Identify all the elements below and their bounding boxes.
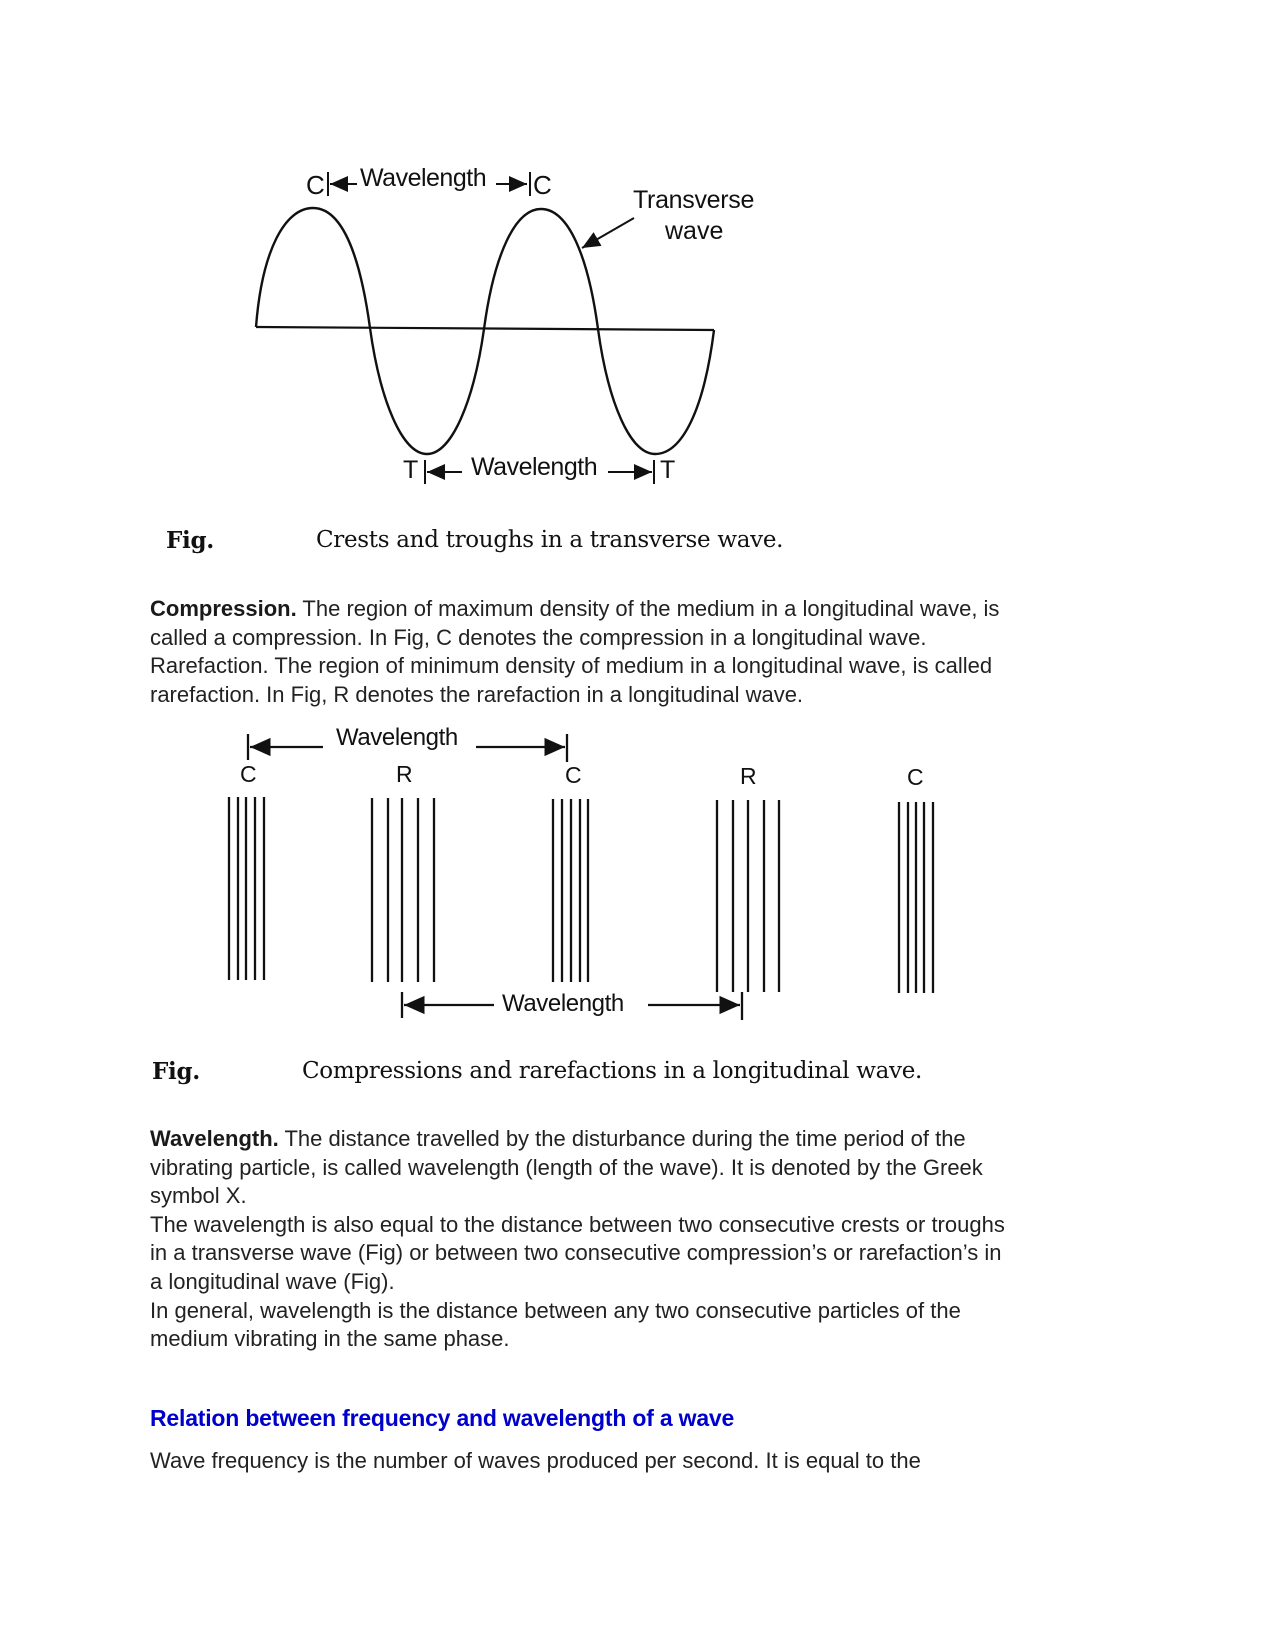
line-text: In general, wavelength is the distance between any two consecutive particles of the <box>150 1297 961 1323</box>
bottom-wavelength-label: Wavelength <box>502 990 624 1017</box>
line-text: Rarefaction. The region of minimum density of medium in a longitudinal wave, is called <box>150 653 993 679</box>
figure2-caption-text: Compressions and rarefactions in a longitudinal wave. <box>302 1058 923 1084</box>
paragraph-line <box>150 595 1130 624</box>
top-wavelength-label: Wavelength <box>336 724 458 751</box>
longitudinal-wave-diagram <box>0 700 1275 1040</box>
sine-wave-curve <box>256 208 714 454</box>
line-text: a longitudinal wave (Fig). <box>150 1268 395 1294</box>
trough-label-right: T <box>660 456 676 484</box>
line-text: in a transverse wave (Fig) or between two consecutive compression’s or rarefaction’s in <box>150 1240 1002 1266</box>
crest-label-left: C <box>306 170 325 200</box>
line-text: vibrating particle, is called wavelength (length of the wave). It is denoted by the Greek <box>150 1154 983 1180</box>
figure1-caption-text: Crests and troughs in a transverse wave. <box>316 527 784 553</box>
paragraph-line <box>150 652 1130 681</box>
paragraph-line <box>150 1325 1130 1354</box>
term-compression: Compression. <box>150 596 297 621</box>
section-heading: Relation between frequency and wavelength of a wave <box>150 1405 735 1431</box>
region-label-compression: C <box>565 762 582 788</box>
region-label-compression: C <box>240 761 257 787</box>
crest-wavelength-label: Wavelength <box>360 164 487 192</box>
figure1-caption <box>166 527 784 554</box>
line-text: rarefaction. In Fig, R denotes the rarefaction in a longitudinal wave. <box>150 681 804 707</box>
region-label-rarefaction: R <box>396 761 413 787</box>
line-text: medium vibrating in the same phase. <box>150 1326 510 1352</box>
transverse-wave-diagram <box>0 0 1275 560</box>
figure2-caption-prefix: Fig. <box>152 1058 200 1085</box>
line-text: called a compression. In Fig, C denotes the compression in a longitudinal wave. <box>150 624 927 650</box>
line-text: The distance travelled by the disturbance during the time period of the <box>278 1126 966 1151</box>
paragraph-line <box>150 1125 1130 1154</box>
paragraph-line <box>150 1154 1130 1183</box>
line-text: The region of maximum density of the medium in a longitudinal wave, is <box>296 596 1000 621</box>
paragraph-line <box>150 1182 1130 1211</box>
paragraph-wavelength <box>150 1125 1130 1354</box>
line-text: symbol X. <box>150 1183 247 1209</box>
crest-label-right: C <box>533 170 552 200</box>
term-wavelength: Wavelength. <box>150 1126 279 1151</box>
region-label-rarefaction: R <box>740 763 757 789</box>
figure1-caption-prefix: Fig. <box>166 527 214 554</box>
paragraph-compression <box>150 595 1130 709</box>
paragraph-line <box>150 1268 1130 1297</box>
paragraph-line <box>150 624 1130 653</box>
paragraph-line <box>150 1447 1130 1476</box>
line-text: Wave frequency is the number of waves produced per second. It is equal to the <box>150 1448 921 1473</box>
paragraph-frequency <box>150 1447 1130 1476</box>
callout-label-transverse: Transverse <box>633 186 755 214</box>
figure-transverse-wave <box>0 0 1275 560</box>
region-label-compression: C <box>907 764 924 790</box>
figure-longitudinal-wave <box>0 700 1275 1040</box>
trough-label-left: T <box>403 456 419 484</box>
callout-label-wave: wave <box>665 217 724 245</box>
paragraph-line <box>150 1297 1130 1326</box>
figure2-caption <box>152 1058 923 1085</box>
paragraph-line <box>150 1239 1130 1268</box>
line-text: The wavelength is also equal to the distance between two consecutive crests or troughs <box>150 1211 1005 1237</box>
trough-wavelength-label: Wavelength <box>471 453 598 481</box>
paragraph-line <box>150 1211 1130 1240</box>
